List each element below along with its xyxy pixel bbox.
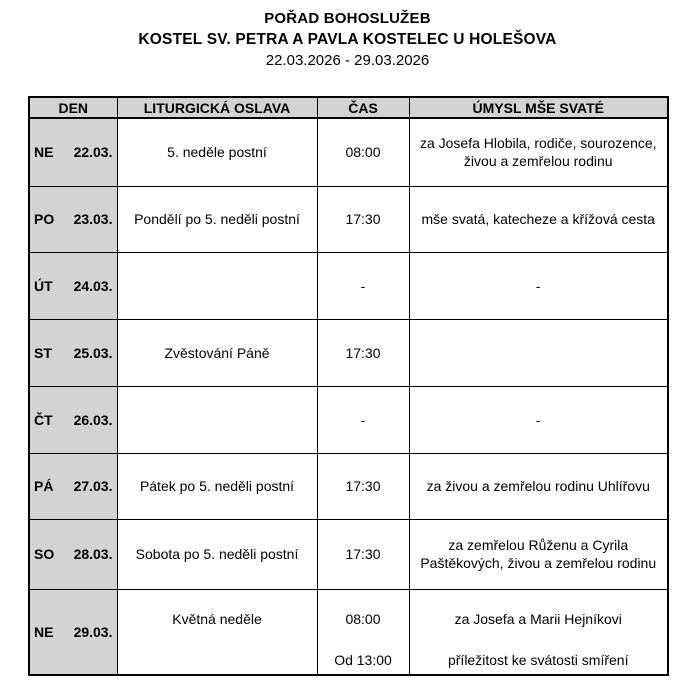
time-cell: 08:00 bbox=[317, 118, 409, 186]
day-date: 23.03. bbox=[73, 211, 113, 227]
day-abbr: NE bbox=[34, 144, 54, 161]
day-cell bbox=[29, 252, 117, 319]
day-abbr: SO bbox=[34, 546, 55, 562]
celebration-cell: Zvěstování Páně bbox=[117, 319, 317, 386]
day-date: 26.03. bbox=[73, 411, 113, 428]
day-date: 27.03. bbox=[73, 478, 113, 494]
day-date: 22.03. bbox=[73, 144, 113, 161]
day-date: 25.03. bbox=[73, 344, 113, 361]
time-cell: 17:30 bbox=[317, 453, 409, 519]
day-date: 29.03. bbox=[73, 623, 113, 640]
column-header-time: ČAS bbox=[317, 97, 409, 118]
celebration-text-secondary bbox=[127, 647, 308, 673]
table-row bbox=[29, 319, 668, 386]
table-row bbox=[29, 386, 668, 453]
day-abbr: PO bbox=[34, 211, 55, 227]
celebration-text: Květná neděle bbox=[172, 610, 262, 627]
celebration-cell: 5. neděle postní bbox=[117, 118, 317, 186]
table-row bbox=[29, 453, 668, 519]
table-header-row bbox=[29, 97, 668, 118]
day-abbr: NE bbox=[34, 623, 54, 640]
celebration-cell bbox=[117, 252, 317, 319]
page-title: POŘAD BOHOSLUŽEB bbox=[264, 10, 431, 27]
day-abbr: PÁ bbox=[34, 478, 54, 494]
column-header-intention: ÚMYSL MŠE SVATÉ bbox=[409, 97, 668, 118]
intention-cell: za zemřelou Růženu a Cyrila Paštěkových, živou a zemřelou rodinu bbox=[409, 519, 668, 589]
intention-cell: za Josefa Hlobila, rodiče, sourozence, živou a zemřelou rodinu bbox=[409, 118, 668, 186]
celebration-cell bbox=[117, 589, 317, 675]
schedule-table bbox=[28, 96, 669, 676]
intention-cell: - bbox=[409, 252, 668, 319]
day-date: 24.03. bbox=[73, 277, 113, 294]
intention-cell: za živou a zemřelou rodinu Uhlířovu bbox=[409, 453, 668, 519]
church-name: KOSTEL SV. PETRA A PAVLA KOSTELEC U HOLEŠOVA bbox=[138, 31, 557, 48]
time-cell: 17:30 bbox=[317, 319, 409, 386]
day-cell bbox=[29, 186, 117, 252]
table-row bbox=[29, 186, 668, 252]
intention-second: příležitost ke svátosti smíření bbox=[447, 651, 629, 668]
time-cell: - bbox=[317, 386, 409, 453]
table-row bbox=[29, 519, 668, 589]
time-cell: 17:30 bbox=[317, 186, 409, 252]
time-second: Od 13:00 bbox=[334, 651, 392, 668]
column-header-celebration: LITURGICKÁ OSLAVA bbox=[117, 97, 317, 118]
time-cell: - bbox=[317, 252, 409, 319]
day-cell bbox=[29, 319, 117, 386]
celebration-cell: Pondělí po 5. neděli postní bbox=[117, 186, 317, 252]
intention-cell bbox=[409, 589, 668, 675]
day-cell bbox=[29, 453, 117, 519]
time-first: 08:00 bbox=[345, 610, 381, 627]
celebration-cell bbox=[117, 386, 317, 453]
day-abbr: ÚT bbox=[34, 277, 53, 294]
intention-first: za Josefa a Marii Hejníkovi bbox=[454, 610, 622, 627]
day-abbr: ST bbox=[34, 344, 52, 361]
day-date: 28.03. bbox=[73, 546, 113, 562]
column-header-day: DEN bbox=[29, 97, 117, 118]
table-row bbox=[29, 252, 668, 319]
day-abbr: ČT bbox=[34, 411, 53, 428]
date-range: 22.03.2026 - 29.03.2026 bbox=[265, 52, 430, 69]
day-cell bbox=[29, 519, 117, 589]
celebration-cell: Pátek po 5. neděli postní bbox=[117, 453, 317, 519]
day-cell bbox=[29, 386, 117, 453]
intention-cell: - bbox=[409, 386, 668, 453]
celebration-cell: Sobota po 5. neděli postní bbox=[117, 519, 317, 589]
day-cell bbox=[29, 118, 117, 186]
table-row bbox=[29, 118, 668, 186]
time-cell bbox=[317, 589, 409, 675]
table-row bbox=[29, 589, 668, 675]
time-cell: 17:30 bbox=[317, 519, 409, 589]
intention-cell: mše svatá, katecheze a křížová cesta bbox=[409, 186, 668, 252]
day-cell bbox=[29, 589, 117, 675]
intention-cell bbox=[409, 319, 668, 386]
document-header bbox=[0, 0, 695, 71]
